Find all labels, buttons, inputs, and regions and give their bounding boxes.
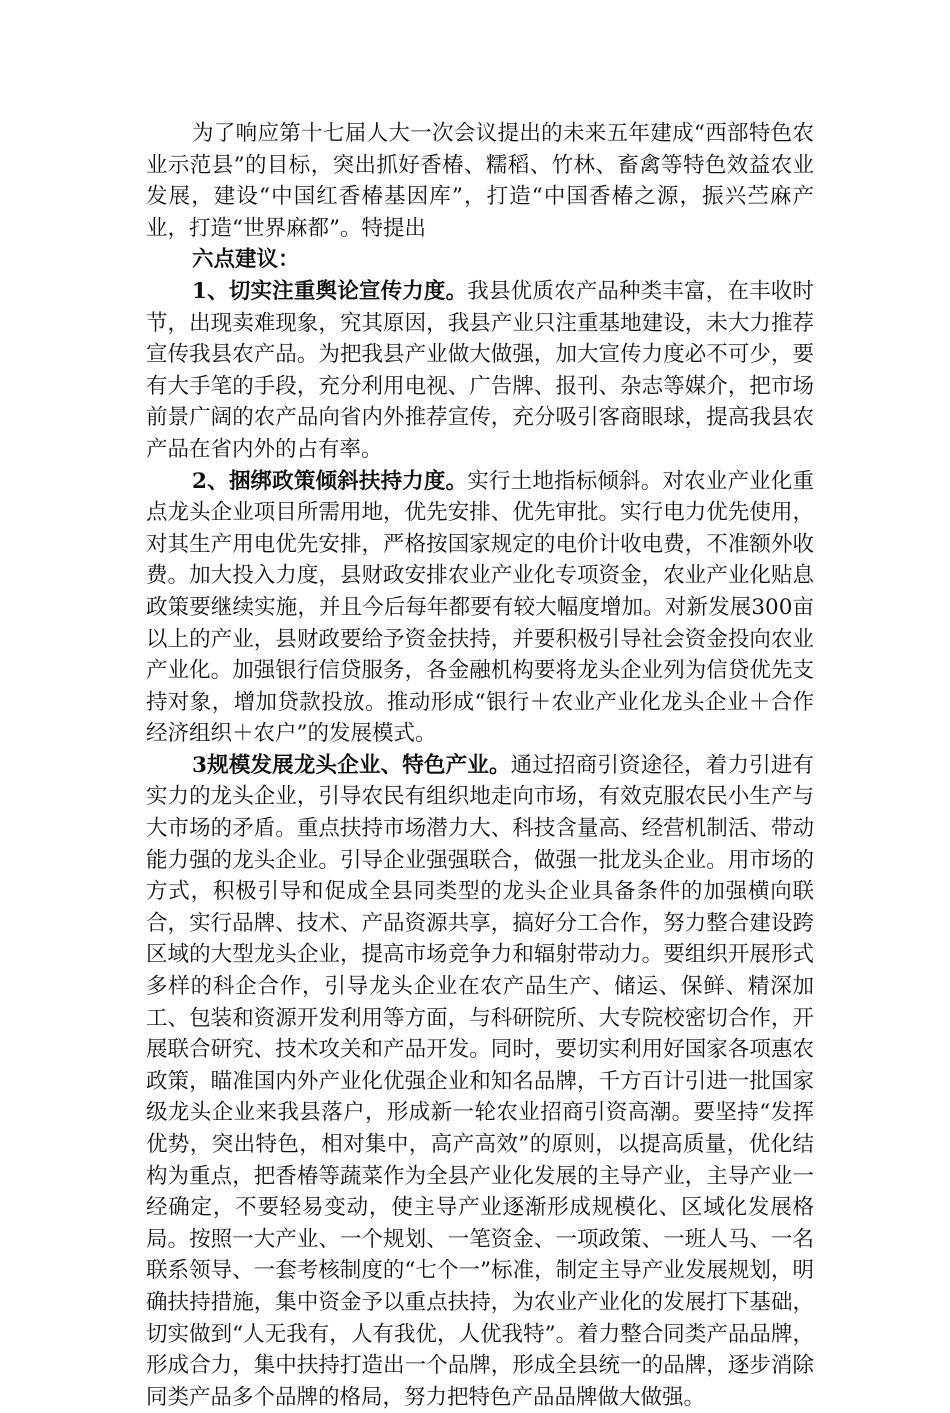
section-paragraph-2 [146, 466, 814, 750]
section-body-2: 实行土地指标倾斜。对农业产业化重点龙头企业项目所需用地，优先安排、优先审批。实行电力优先使用，对其生产用电优先安排，严格按国家规定的电价计收电费，不准额外收费。加大投入力度，县财政安排农业产业化专项资金，农业产业化贴息政策要继续实施，并且今后每年都要有较大幅度增加。对新发展300亩以上的产业，县财政要给予资金扶持，并要积极引导社会资金投向农业产业化。加强银行信贷服务，各金融机构要将龙头企业列为信贷优先支持对象，增加贷款投放。推动形成“银行＋农业产业化龙头企业＋合作经济组织＋农户”的发展模式。 [146, 468, 814, 747]
intro-paragraph: 为了响应第十七届人大一次会议提出的未来五年建成“西部特色农业示范县”的目标，突出抓好香椿、糯稻、竹林、畜禽等特色效益农业发展，建设“中国红香椿基因库”，打造“中国香椿之源，振兴苎麻产业，打造“世界麻都”。特提出 [146, 121, 814, 241]
section-title-1: 1、切实注重舆论宣传力度。 [192, 278, 468, 304]
suggestions-heading: 六点建议： [192, 247, 300, 273]
section-title-2: 2、捆绑政策倾斜扶持力度。 [192, 468, 468, 494]
section-body-3: 通过招商引资途径，着力引进有实力的龙头企业，引导农民有组织地走向市场，有效克服农民小生产与大市场的矛盾。重点扶持市场潜力大、科技含量高、经营机制活、带动能力强的龙头企业。引导企业强强联合，做强一批龙头企业。用市场的方式，积极引导和促成全县同类型的龙头企业具备条件的加强横向联合，实行品牌、技术、产品资源共享，搞好分工合作，努力整合建设跨区域的大型龙头企业，提高市场竞争力和辐射带动力。要组织开展形式多样的科企合作，引导龙头企业在农产品生产、储运、保鲜、精深加工、包装和资源开发利用等方面，与科研院所、大专院校密切合作，开展联合研究、技术攻关和产品开发。同时，要切实利用好国家各项惠农政策，瞄准国内外产业化优强企业和知名品牌，千方百计引进一批国家级龙头企业来我县落户，形成新一轮农业招商引资高潮。要坚持“发挥优势，突出特色，相对集中，高产高效”的原则，以提高质量，优化结构为重点，把香椿等蔬菜作为全县产业化发展的主导产业，主导产业一经确定，不要轻易变动，使主导产业逐渐形成规模化、区域化发展格局。按照一大产业、一个规划、一笔资金、一项政策、一班人马、一名联系领导、一套考核制度的“七个一”标准，制定主导产业发展规划，明确扶持措施，集中资金予以重点扶持，为农业产业化的发展打下基础，切实做到“人无我有，人有我优，人优我特”。着力整合同类产品品牌，形成合力，集中扶持打造出一个品牌，形成全县统一的品牌，逐步消除同类产品多个品牌的格局，努力把特色产品品牌做大做强。 [146, 752, 814, 1410]
section-body-1: 我县优质农产品种类丰富，在丰收时节，出现卖难现象，究其原因，我县产业只注重基地建设，未大力推荐宣传我县农产品。为把我县产业做大做强，加大宣传力度必不可少，要有大手笔的手段，充分利用电视、广告牌、报刊、杂志等媒介，把市场前景广阔的农产品向省内外推荐宣传，充分吸引客商眼球，提高我县农产品在省内外的占有率。 [146, 278, 814, 462]
document-body [146, 118, 814, 1413]
section-paragraph-1 [146, 276, 814, 466]
section-paragraph-3 [146, 750, 814, 1413]
section-title-3: 3规模发展龙头企业、特色产业。 [192, 752, 511, 778]
